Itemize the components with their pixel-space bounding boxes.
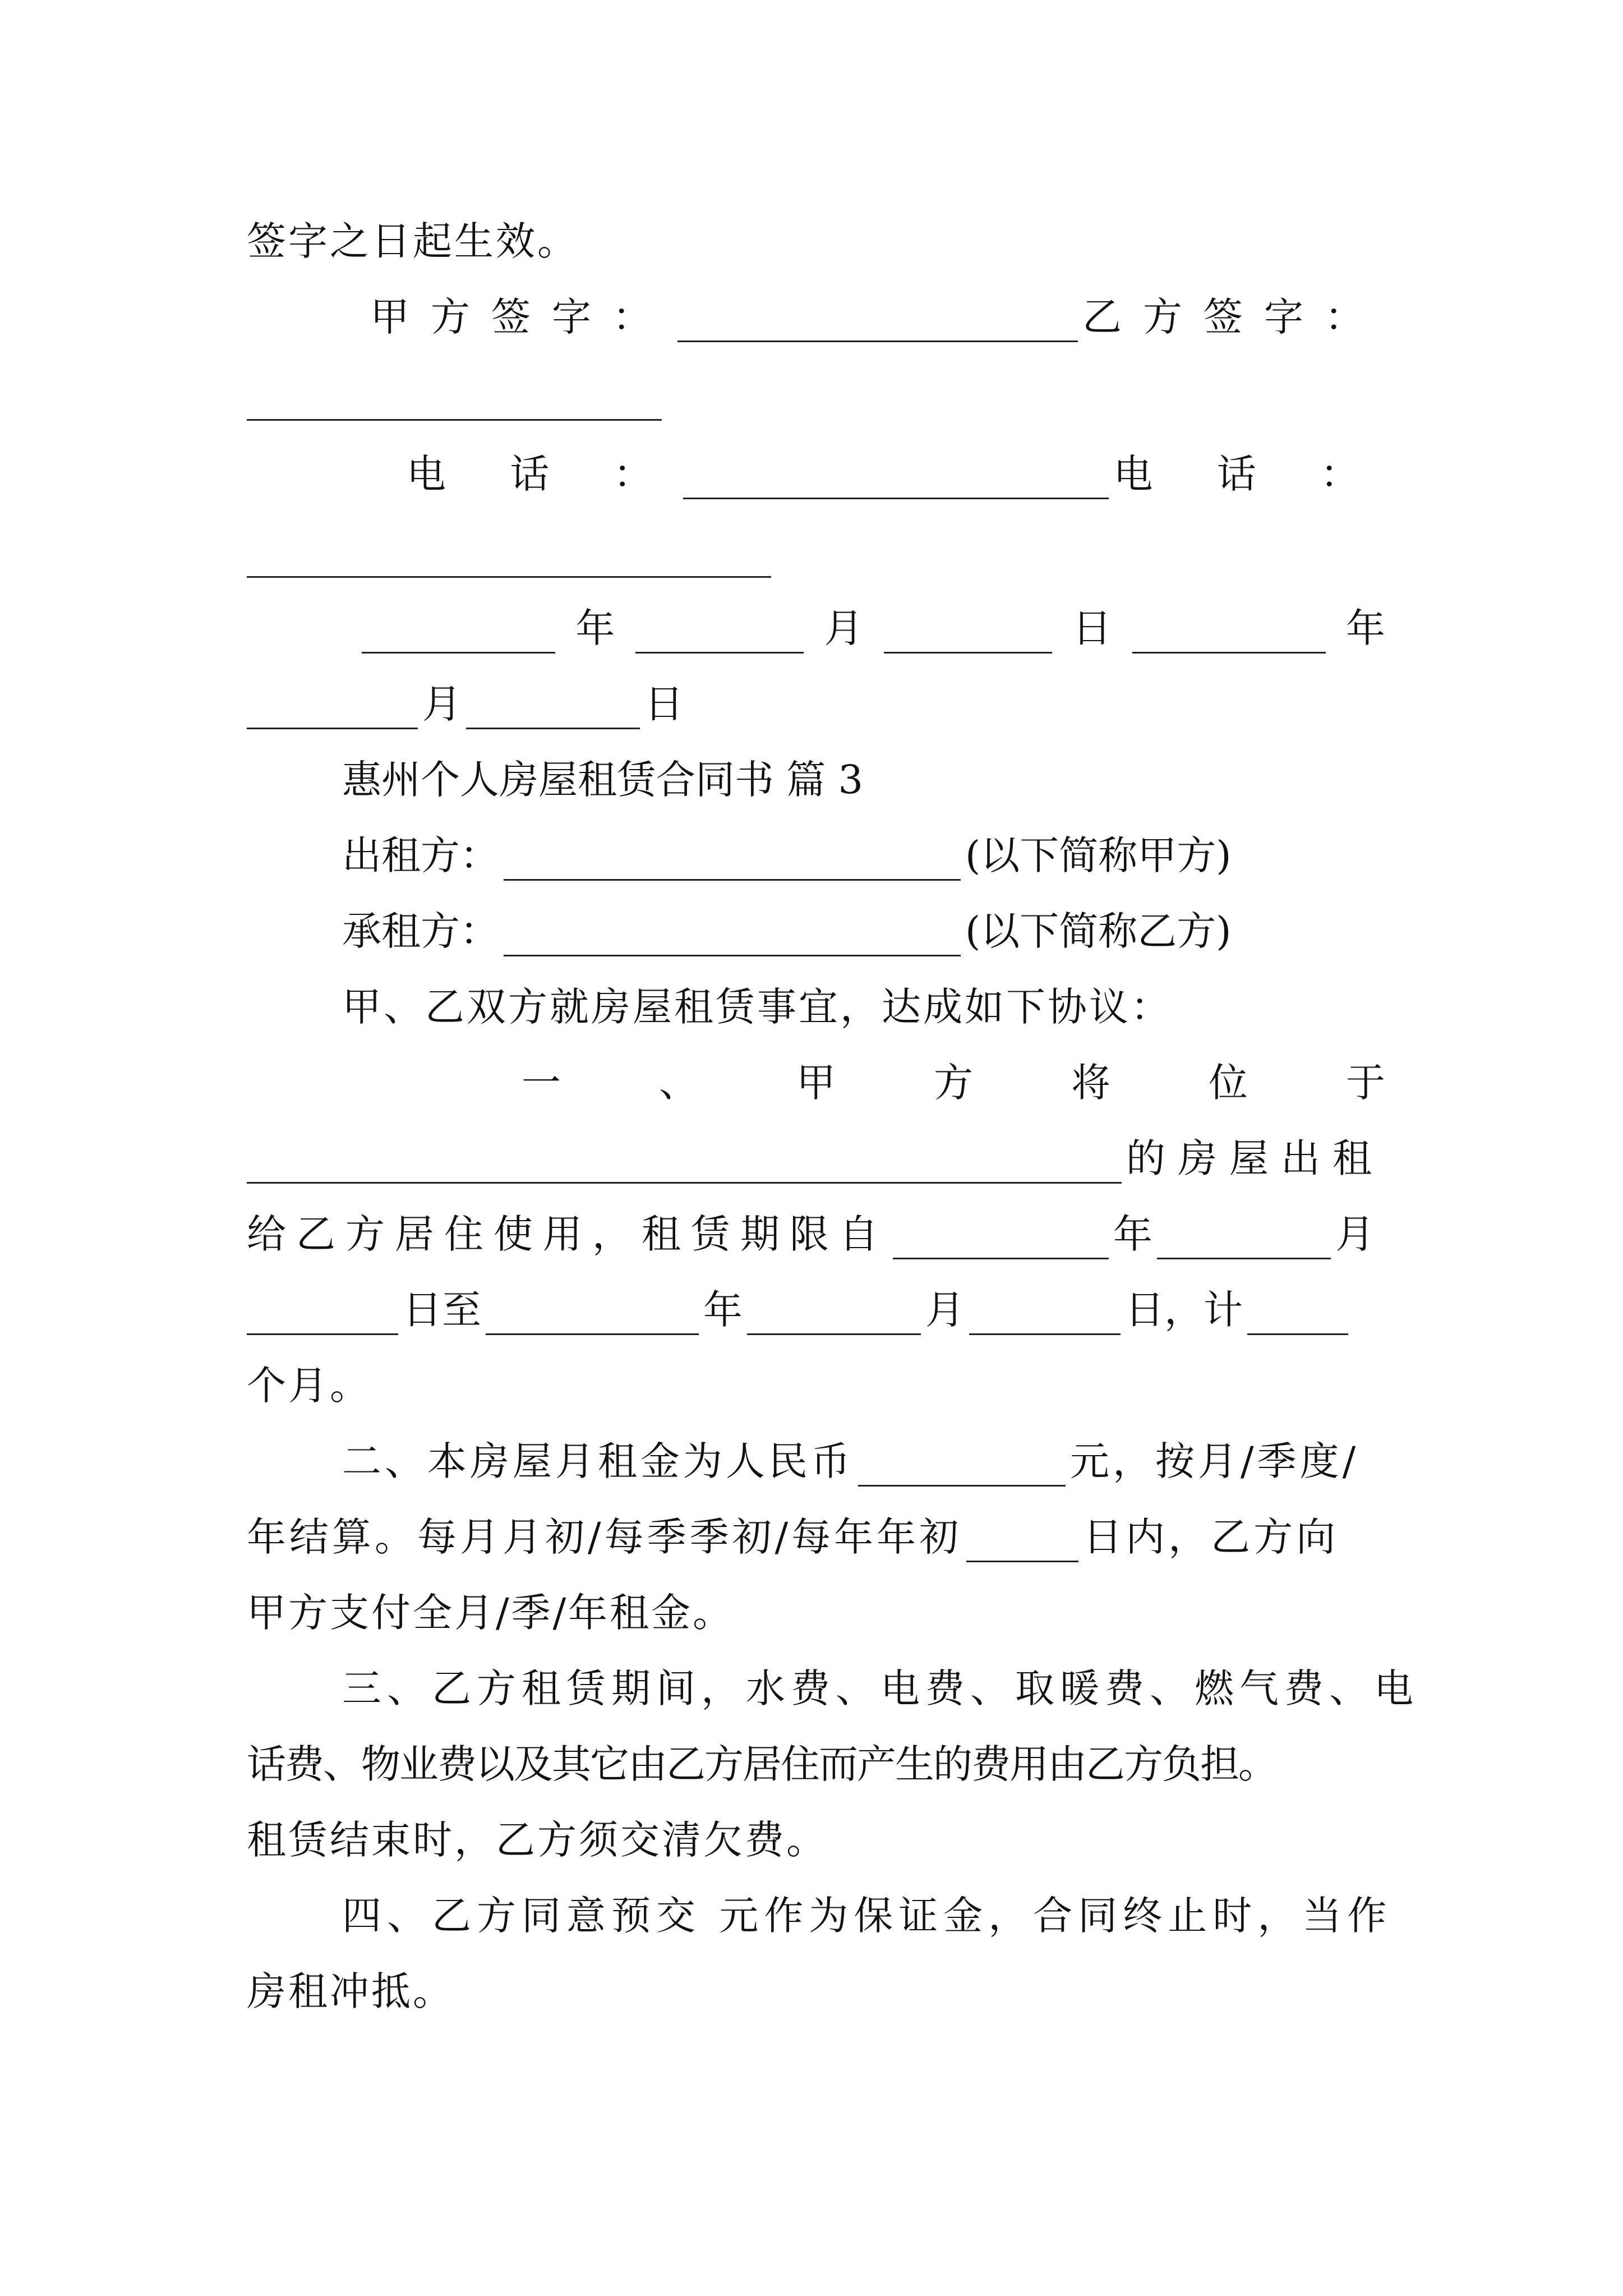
end-month-label: 月 [925,1287,965,1333]
lessor-label: 出租方： [342,832,499,878]
clause2-line2 [247,1512,1385,1562]
effective-line [247,216,1385,266]
agreement-intro: 甲、乙双方就房屋租赁事宜，达成如下协议： [342,984,1172,1030]
phone-a-blank [683,463,1109,499]
date-a-year-label: 年 [575,605,615,651]
clause4-line2 [247,1966,1385,2017]
clause1-char: 、 [659,1060,698,1106]
clause3-line3 [247,1815,1385,1865]
clause1-char: 一 [522,1060,561,1106]
clause3-line1 [247,1663,1419,1714]
clause2-line2-b: 日内，乙方向 [1083,1514,1339,1560]
date-b-year-label: 年 [1345,605,1385,651]
clause3-line2-text: 话费、物业费以及其它由乙方居住而产生的费用由乙方负担。 [247,1741,1276,1787]
clause2-line2-a: 年结算。每月月初/每季季初/每年年初 [247,1514,962,1560]
agreement-intro-line [247,982,1385,1032]
date-b-month-blank [247,693,418,729]
clause1-char: 于 [1346,1060,1385,1106]
date-b-month-label: 月 [422,681,462,727]
date-a-year-blank [362,617,555,654]
lessor-note: (以下简称甲方) [965,832,1232,878]
party-a-sign-label: 甲方签字： [370,294,673,340]
date-line [247,603,1385,654]
lessee-line [247,906,1385,956]
section-title-line [247,754,1385,805]
end-month-blank [747,1299,921,1335]
clause1-line3-text: 给乙方居住使用，租赁期限自 [247,1211,888,1257]
end-year-label: 年 [703,1287,743,1333]
clause4-line1 [247,1890,1393,1941]
lessor-blank [504,844,961,881]
phone-b-blank [247,541,771,578]
property-location-blank [247,1147,1122,1184]
phone-label-a: 电 话 ： [407,451,679,497]
lessee-note: (以下简称乙方) [965,908,1232,954]
lessor-line [247,830,1385,881]
start-year-label: 年 [1113,1211,1152,1257]
day-to-label: 日至 [403,1287,481,1333]
clause4-line1-text: 四、乙方同意预交 元作为保证金，合同终止时，当作 [342,1893,1393,1939]
start-day-blank [247,1299,398,1335]
lessee-blank [504,920,961,956]
monthly-rent-blank [858,1450,1066,1487]
clause2-line1 [247,1436,1385,1487]
section-title: 惠州个人房屋租赁合同书 篇 3 [342,757,864,803]
clause2-line3 [247,1588,1385,1638]
clause2-line3-text: 甲方支付全月/季/年租金。 [247,1590,735,1636]
clause2-line1-b: 元，按月/季度/ [1070,1438,1359,1484]
date-a-day-blank [884,617,1052,654]
clause1-line3 [247,1209,1385,1259]
lessee-label: 承租方： [342,908,499,954]
signature-continuation-line [247,370,1385,421]
clause1-end: 个月。 [247,1363,371,1409]
date-b-day-label: 日 [644,681,684,727]
date-b-day-blank [466,693,640,729]
end-year-blank [486,1299,699,1335]
clause3-line2 [247,1739,1385,1789]
clause1-tail: 的房屋出租 [1126,1135,1384,1181]
party-b-sign-blank [247,384,662,421]
clause1-char: 将 [1071,1060,1110,1106]
clause1-line4 [247,1285,1385,1335]
start-month-blank [1157,1223,1331,1259]
count-prefix: 日，计 [1125,1287,1243,1333]
clause2-line1-a: 二、本房屋月租金为人民币 [342,1438,854,1484]
signature-line [247,292,1385,342]
date-a-month-label: 月 [824,605,864,651]
date-a-month-blank [635,617,804,654]
clause1-char: 方 [934,1060,973,1106]
date-continuation-line [247,679,1385,729]
clause1-line5 [247,1360,1385,1411]
payment-days-blank [966,1526,1078,1562]
phone-continuation-line [247,527,1385,578]
clause3-line1-text: 三、乙方租赁期间，水费、电费、取暖费、燃气费、电 [342,1665,1419,1711]
clause4-line2-text: 房租冲抵。 [247,1968,454,2014]
phone-label-b: 电 话 ： [1113,451,1385,497]
clause1-char: 位 [1209,1060,1248,1106]
party-b-sign-label: 乙方签字： [1082,294,1385,340]
clause3-line3-text: 租赁结束时，乙方须交清欠费。 [247,1817,828,1863]
clause1-line1 [247,1057,1385,1108]
end-day-blank [969,1299,1121,1335]
month-count-blank [1247,1299,1348,1335]
start-month-label: 月 [1335,1211,1375,1257]
date-b-year-blank [1132,617,1326,654]
phone-line [247,449,1385,499]
clause1-line2 [247,1133,1385,1184]
effective-text: 签字之日起生效。 [247,218,579,264]
date-a-day-label: 日 [1072,605,1112,651]
clause1-char: 甲 [796,1060,836,1106]
start-year-blank [893,1223,1109,1259]
party-a-sign-blank [677,306,1078,342]
